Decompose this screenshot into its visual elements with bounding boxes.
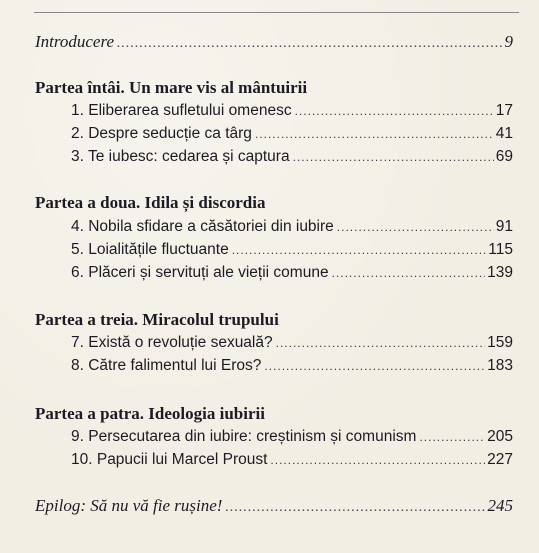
part-heading-3: Partea a treia. Miracolul trupului — [35, 310, 279, 329]
toc-entry-label: 5. Loialitățile fluctuante — [71, 241, 229, 258]
toc-epilog-label: Epilog: Să nu vă fie rușine! — [35, 496, 223, 515]
toc-entry-label: 10. Papucii lui Marcel Proust — [71, 451, 268, 468]
part-heading-2: Partea a doua. Idila și discordia — [35, 193, 266, 212]
toc-entry-page: 17 — [495, 102, 513, 119]
toc-entry-page: 159 — [487, 334, 513, 351]
toc-entry[interactable] — [71, 426, 513, 448]
toc-entry-label: 3. Te iubesc: cedarea și captura — [71, 148, 290, 165]
toc-entry-page: 91 — [495, 218, 513, 235]
top-rule — [34, 12, 519, 13]
toc-epilog[interactable] — [35, 495, 513, 519]
leader-dots — [332, 262, 486, 284]
toc-entry[interactable] — [71, 146, 513, 168]
part-heading-1: Partea întâi. Un mare vis al mântuirii — [35, 78, 308, 97]
toc-entry-label: 7. Există o revoluție sexuală? — [71, 334, 273, 351]
leader-dots — [270, 449, 485, 471]
toc-entry[interactable] — [71, 123, 513, 145]
toc-entry[interactable] — [71, 100, 513, 122]
toc-entry[interactable] — [71, 262, 513, 284]
leader-dots — [276, 332, 486, 354]
toc-entry-page: 183 — [487, 357, 513, 374]
toc-epilog-page: 245 — [487, 496, 513, 515]
toc-entry[interactable] — [71, 355, 513, 377]
toc-entry-label: 1. Eliberarea sufletului omenesc — [71, 102, 292, 119]
leader-dots — [225, 497, 485, 519]
toc-entry-page: 139 — [487, 264, 513, 281]
toc-entry-page: 41 — [495, 125, 513, 142]
toc-entry[interactable] — [71, 216, 513, 238]
toc-entry-label: 2. Despre seducție ca târg — [71, 125, 252, 142]
toc-intro-label: Introducere — [35, 32, 114, 51]
leader-dots — [295, 100, 494, 122]
leader-dots — [337, 216, 494, 238]
toc-entry-label: 9. Persecutarea din iubire: creștinism și comunism — [71, 428, 417, 445]
part-heading-4: Partea a patra. Ideologia iubirii — [35, 404, 265, 423]
toc-entry-label: 8. Către falimentul lui Eros? — [71, 357, 262, 374]
toc-intro-page: 9 — [504, 32, 513, 51]
leader-dots — [264, 355, 485, 377]
leader-dots — [117, 33, 503, 55]
toc-entry[interactable] — [71, 332, 513, 354]
toc-entry-label: 6. Plăceri și servituți ale vieții comune — [71, 264, 329, 281]
leader-dots — [293, 146, 494, 168]
toc-entry-page: 205 — [487, 428, 513, 445]
toc-entry[interactable] — [71, 239, 513, 261]
toc-entry-page: 69 — [495, 148, 513, 165]
leader-dots — [255, 123, 494, 145]
toc-entry-page: 227 — [487, 451, 513, 468]
toc-intro[interactable] — [35, 31, 513, 55]
toc-entry-page: 115 — [488, 241, 513, 258]
toc-entry[interactable] — [71, 449, 513, 471]
leader-dots — [419, 426, 485, 448]
leader-dots — [232, 239, 487, 261]
toc-entry-label: 4. Nobila sfidare a căsătoriei din iubire — [71, 218, 334, 235]
